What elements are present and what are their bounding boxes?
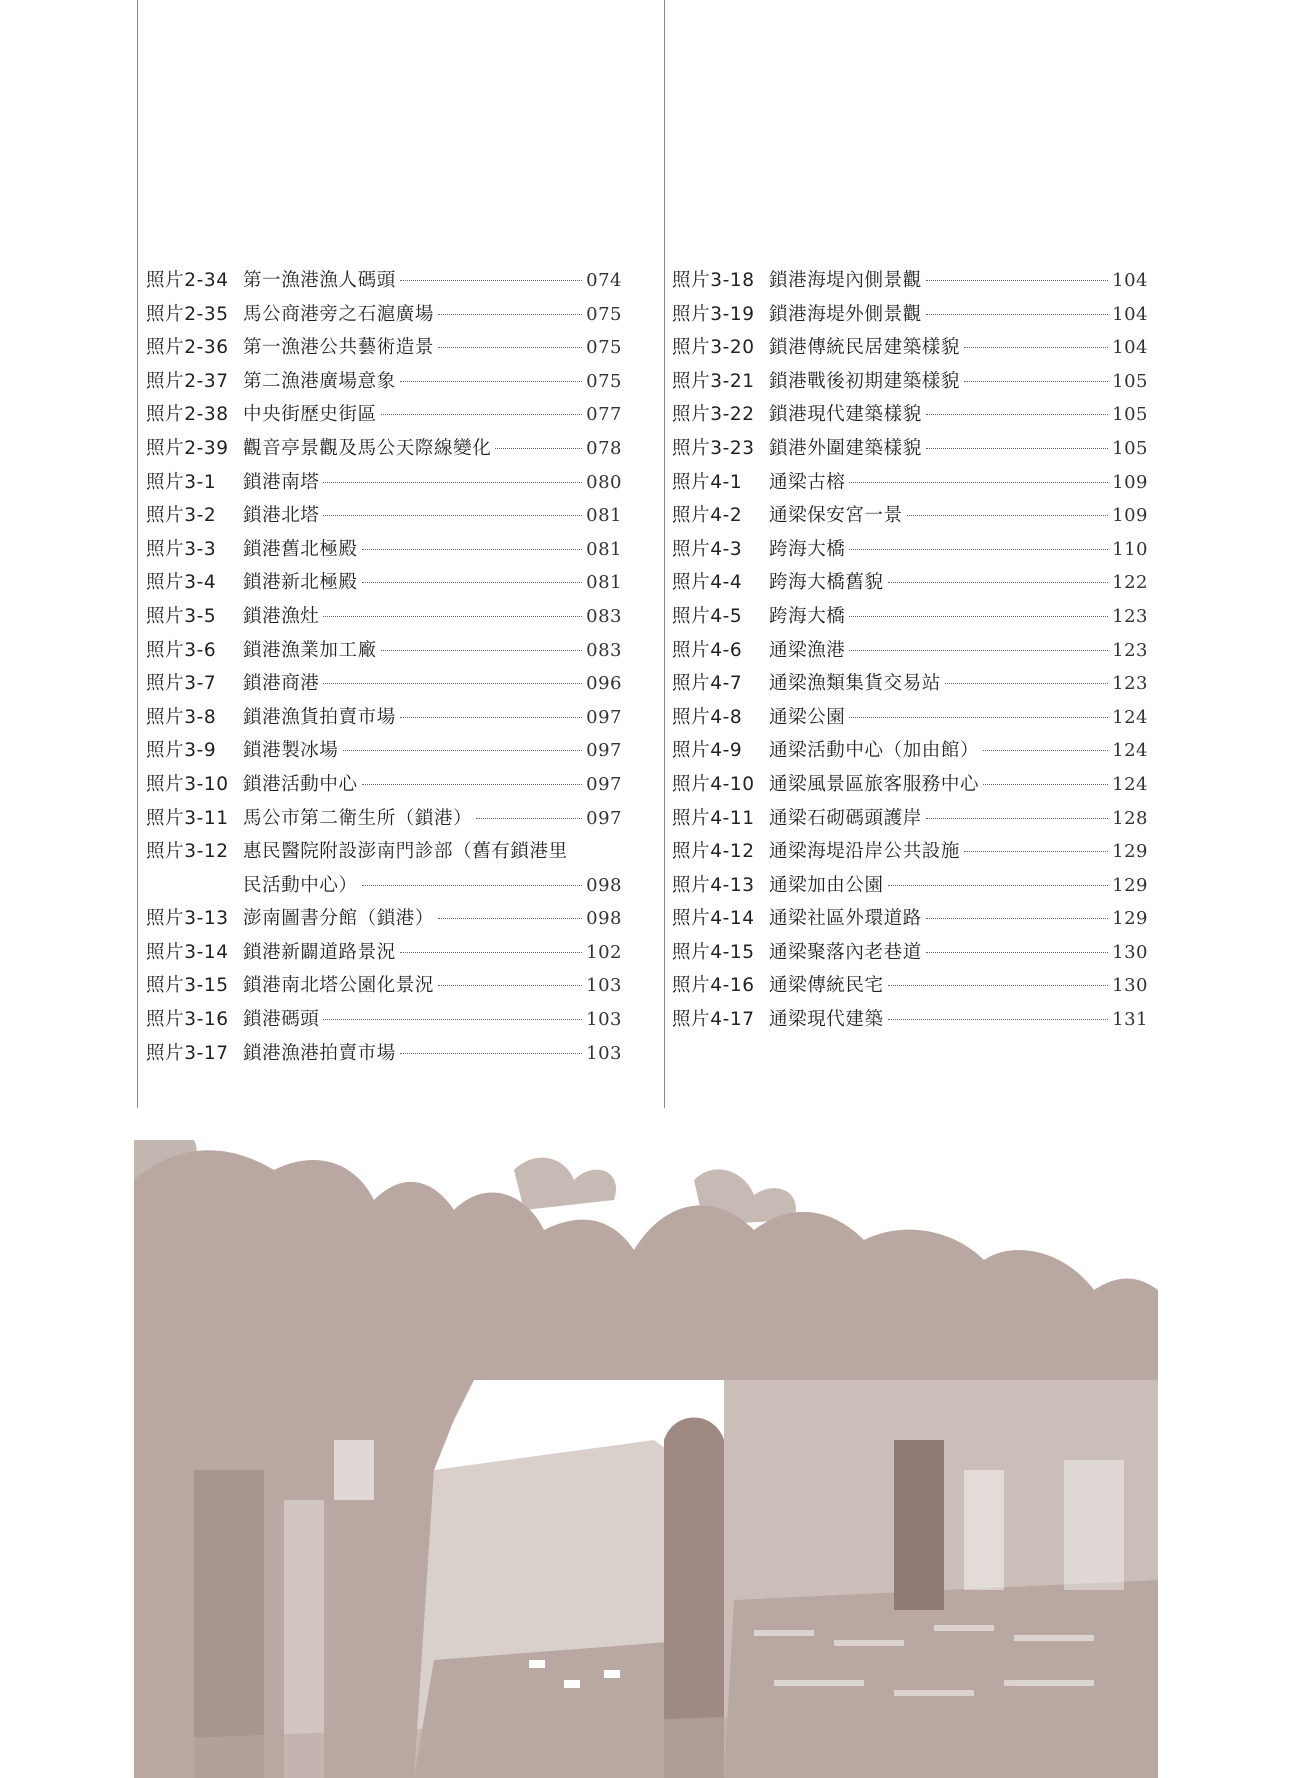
toc-entry-title: 鎖港舊北極殿 [243,538,358,560]
toc-entry-code: 照片4-17 [672,1009,755,1031]
dot-leader [400,381,582,382]
toc-entry-title: 鎖港南塔 [243,471,320,493]
dot-leader [849,549,1108,550]
toc-entry-title: 鎖港現代建築樣貌 [769,404,922,426]
dot-leader [888,1019,1109,1020]
toc-entry-code: 照片3-5 [146,605,217,627]
toc-entry-title: 通梁漁類集貨交易站 [769,673,941,695]
dot-leader [381,650,582,651]
toc-entry-page: 109 [1112,471,1148,493]
toc-entry [146,703,622,737]
toc-entry-title: 第二漁港廣場意象 [243,370,396,392]
dot-leader [926,818,1108,819]
toc-entry-code: 照片4-13 [672,874,755,896]
dot-leader [964,381,1108,382]
toc-entry-code: 照片3-1 [146,471,217,493]
dot-leader [438,314,582,315]
toc-entry [672,703,1148,737]
dot-leader [888,985,1109,986]
toc-right-column [672,266,1148,1039]
toc-entry-page: 083 [586,639,622,661]
toc-entry [146,367,622,401]
toc-entry [146,1039,622,1073]
toc-entry-code: 照片2-36 [146,337,229,359]
toc-entry-title: 通梁傳統民宅 [769,975,884,997]
toc-entry-title: 第一漁港漁人碼頭 [243,270,396,291]
dot-leader [438,985,582,986]
toc-entry-page: 129 [1112,908,1148,930]
toc-entry-title: 澎南圖書分館（鎖港） [243,908,435,930]
toc-entry [146,837,622,904]
toc-entry-title: 通梁保安宮一景 [769,505,903,527]
toc-entry [672,602,1148,636]
toc-entry-title: 鎖港海堤外側景觀 [769,303,922,325]
toc-entry-code: 照片3-15 [146,975,229,997]
toc-entry [672,1005,1148,1039]
dot-leader [849,650,1108,651]
dot-leader [964,347,1108,348]
toc-entry-code: 照片3-23 [672,437,755,459]
toc-entry-page: 128 [1112,807,1148,829]
toc-entry [672,535,1148,569]
toc-entry-title: 第一漁港公共藝術造景 [243,337,435,359]
toc-entry-code: 照片2-38 [146,404,229,426]
toc-entry-code: 照片3-2 [146,505,217,527]
toc-entry-code: 照片3-19 [672,303,755,325]
dot-leader [849,616,1108,617]
toc-entry [672,266,1148,300]
dot-leader [323,683,582,684]
toc-entry-page: 130 [1112,975,1148,997]
toc-entry-code: 照片4-9 [672,740,743,762]
dot-leader [323,515,582,516]
toc-entry [672,871,1148,905]
toc-entry-page: 129 [1112,841,1148,863]
toc-entry-page: 096 [586,673,622,695]
toc-entry-page: 081 [586,505,622,527]
dot-leader [945,683,1108,684]
toc-entry-title: 通梁現代建築 [769,1009,884,1031]
toc-entry [672,804,1148,838]
dot-leader [964,851,1108,852]
toc-entry [672,736,1148,770]
toc-entry-code: 照片3-21 [672,370,755,392]
toc-entry-code: 照片3-12 [146,841,229,863]
toc-entry-title: 鎖港碼頭 [243,1009,320,1031]
toc-entry-title: 通梁加由公園 [769,874,884,896]
toc-entry-page: 097 [586,706,622,728]
toc-entry-code: 照片4-11 [672,807,755,829]
toc-entry-page: 097 [586,773,622,795]
toc-entry-page: 078 [586,437,622,459]
toc-entry-page: 124 [1112,773,1148,795]
toc-entry [146,1005,622,1039]
toc-entry-title: 民活動中心） [243,874,358,896]
dot-leader [926,414,1108,415]
toc-entry-page: 097 [586,740,622,762]
toc-entry [672,971,1148,1005]
toc-entry-code: 照片4-4 [672,572,743,594]
toc-entry-page: 129 [1112,874,1148,896]
toc-entry-title: 鎖港製冰場 [243,740,339,762]
dot-leader [888,885,1109,886]
dot-leader [926,314,1108,315]
toc-entry-title: 馬公商港旁之石滬廣場 [243,303,435,325]
toc-entry-code: 照片3-13 [146,908,229,930]
toc-entry-title: 跨海大橋 [769,605,846,627]
toc-entry [672,837,1148,871]
toc-entry-page: 124 [1112,706,1148,728]
toc-entry-code: 照片3-20 [672,337,755,359]
toc-entry-page: 130 [1112,941,1148,963]
toc-entry [672,568,1148,602]
toc-entry-title: 通梁古榕 [769,471,846,493]
toc-entry-code: 照片3-14 [146,941,229,963]
toc-entry-code: 照片4-14 [672,908,755,930]
toc-entry-title: 通梁海堤沿岸公共設施 [769,841,961,863]
toc-entry [672,938,1148,972]
toc-entry-title: 通梁漁港 [769,639,846,661]
dot-leader [400,280,582,281]
toc-entry-title: 通梁社區外環道路 [769,908,922,930]
dot-leader [849,717,1108,718]
toc-entry-title: 通梁活動中心（加由館） [769,740,980,762]
toc-entry-code: 照片3-6 [146,639,217,661]
toc-entry-page: 103 [586,975,622,997]
dot-leader [323,1019,582,1020]
toc-entry-code: 照片4-7 [672,673,743,695]
toc-entry [146,333,622,367]
toc-entry-code: 照片4-12 [672,841,755,863]
dot-leader [400,717,582,718]
dot-leader [849,482,1108,483]
toc-entry-title: 通梁風景區旅客服務中心 [769,773,980,795]
toc-entry [672,636,1148,670]
toc-entry-title: 通梁石砌碼頭護岸 [769,807,922,829]
toc-entry [146,300,622,334]
toc-entry-code: 照片4-2 [672,505,743,527]
dot-leader [400,952,582,953]
toc-entry [672,333,1148,367]
toc-entry-page: 131 [1112,1009,1148,1031]
toc-entry-title: 觀音亭景觀及馬公天際線變化 [243,437,492,459]
toc-entry [146,266,622,300]
toc-entry [146,736,622,770]
toc-entry [146,535,622,569]
dot-leader [495,448,582,449]
toc-entry [672,300,1148,334]
toc-entry [146,971,622,1005]
toc-entry [146,602,622,636]
toc-entry-title: 通梁公園 [769,706,846,728]
toc-entry-code: 照片3-4 [146,572,217,594]
toc-entry-code: 照片3-22 [672,404,755,426]
toc-entry [672,904,1148,938]
toc-entry-code: 照片3-8 [146,706,217,728]
toc-entry-page: 097 [586,807,622,829]
toc-entry-title: 鎖港商港 [243,673,320,695]
toc-entry-page: 123 [1112,605,1148,627]
decorative-village-photo [134,1140,1158,1778]
dot-leader [400,1053,582,1054]
toc-entry-page: 124 [1112,740,1148,762]
toc-entry-page: 110 [1112,538,1148,560]
toc-entry-title: 惠民醫院附設澎南門診部（舊有鎖港里 [243,841,568,863]
toc-entry-page: 074 [586,270,622,291]
toc-entry-title: 跨海大橋 [769,538,846,560]
toc-entry-code: 照片3-17 [146,1042,229,1064]
toc-entry-code: 照片2-37 [146,370,229,392]
toc-entry-page: 105 [1112,404,1148,426]
toc-entry-title: 鎖港漁港拍賣市場 [243,1042,396,1064]
toc-entry-code: 照片3-10 [146,773,229,795]
dot-leader [888,582,1109,583]
toc-entry-page: 098 [586,908,622,930]
toc-entry-title: 馬公市第二衛生所（鎖港） [243,807,473,829]
toc-entry-code: 照片4-16 [672,975,755,997]
toc-entry-title: 通梁聚落內老巷道 [769,941,922,963]
dot-leader [926,448,1108,449]
toc-entry-page: 077 [586,404,622,426]
dot-leader [476,818,582,819]
toc-entry-title: 鎖港漁灶 [243,605,320,627]
toc-entry [146,568,622,602]
toc-entry-page: 075 [586,303,622,325]
toc-entry-code: 照片4-3 [672,538,743,560]
dot-leader [926,280,1108,281]
toc-entry-code: 照片2-39 [146,437,229,459]
toc-entry [672,501,1148,535]
toc-entry [146,468,622,502]
dot-leader [926,952,1108,953]
toc-entry-title: 鎖港北塔 [243,505,320,527]
dot-leader [323,482,582,483]
toc-entry-page: 105 [1112,370,1148,392]
toc-entry-title: 鎖港海堤內側景觀 [769,270,922,291]
toc-entry-page: 103 [586,1009,622,1031]
toc-entry [672,770,1148,804]
center-column-rule [664,0,665,1108]
dot-leader [362,885,583,886]
toc-entry-page: 075 [586,337,622,359]
toc-entry [146,804,622,838]
toc-entry-title: 鎖港漁貨拍賣市場 [243,706,396,728]
toc-entry-title: 鎖港戰後初期建築樣貌 [769,370,961,392]
toc-entry-code: 照片4-8 [672,706,743,728]
toc-entry [146,434,622,468]
toc-entry [146,400,622,434]
toc-entry-page: 123 [1112,639,1148,661]
toc-entry-title: 鎖港南北塔公園化景況 [243,975,435,997]
toc-entry-page: 081 [586,538,622,560]
toc-entry-page: 098 [586,874,622,896]
toc-entry-code: 照片2-34 [146,270,229,291]
toc-entry-code: 照片3-9 [146,740,217,762]
toc-entry-code: 照片3-18 [672,270,755,291]
toc-entry-code: 照片2-35 [146,303,229,325]
toc-entry [146,770,622,804]
toc-entry-title: 鎖港活動中心 [243,773,358,795]
toc-entry [672,367,1148,401]
toc-entry-code: 照片4-1 [672,471,743,493]
toc-entry-code: 照片3-16 [146,1009,229,1031]
dot-leader [438,918,582,919]
toc-entry-page: 122 [1112,572,1148,594]
toc-entry-page: 083 [586,605,622,627]
toc-entry [672,669,1148,703]
toc-entry-title: 鎖港新闢道路景況 [243,941,396,963]
dot-leader [343,750,583,751]
toc-entry-title: 跨海大橋舊貌 [769,572,884,594]
dot-leader [983,784,1108,785]
left-column-rule [137,0,138,1108]
dot-leader [907,515,1108,516]
toc-entry [146,669,622,703]
dot-leader [362,784,583,785]
dot-leader [362,549,583,550]
toc-entry-page: 102 [586,941,622,963]
toc-entry-title: 中央街歷史街區 [243,404,377,426]
dot-leader [362,582,583,583]
toc-entry [672,468,1148,502]
toc-entry-page: 104 [1112,270,1148,291]
toc-entry [146,904,622,938]
toc-entry-title: 鎖港漁業加工廠 [243,639,377,661]
dot-leader [926,918,1108,919]
toc-entry-code: 照片3-11 [146,807,229,829]
toc-entry-page: 105 [1112,437,1148,459]
toc-entry-code: 照片4-5 [672,605,743,627]
toc-entry [672,400,1148,434]
toc-entry-page: 104 [1112,337,1148,359]
toc-entry [146,636,622,670]
toc-entry-title: 鎖港新北極殿 [243,572,358,594]
toc-entry-code: 照片3-3 [146,538,217,560]
toc-entry-page: 109 [1112,505,1148,527]
toc-entry-page: 075 [586,370,622,392]
toc-entry-title: 鎖港外圍建築樣貌 [769,437,922,459]
toc-left-column [146,266,622,1072]
toc-entry-title: 鎖港傳統民居建築樣貌 [769,337,961,359]
toc-entry-code: 照片3-7 [146,673,217,695]
toc-entry-page: 080 [586,471,622,493]
toc-entry-code: 照片4-6 [672,639,743,661]
toc-entry-page: 104 [1112,303,1148,325]
dot-leader [323,616,582,617]
dot-leader [381,414,582,415]
toc-entry [146,938,622,972]
toc-entry-code: 照片4-15 [672,941,755,963]
toc-entry [146,501,622,535]
toc-entry-code: 照片4-10 [672,773,755,795]
toc-entry-page: 103 [586,1042,622,1064]
toc-entry [672,434,1148,468]
dot-leader [438,347,582,348]
toc-entry-page: 081 [586,572,622,594]
toc-entry-page: 123 [1112,673,1148,695]
dot-leader [983,750,1108,751]
